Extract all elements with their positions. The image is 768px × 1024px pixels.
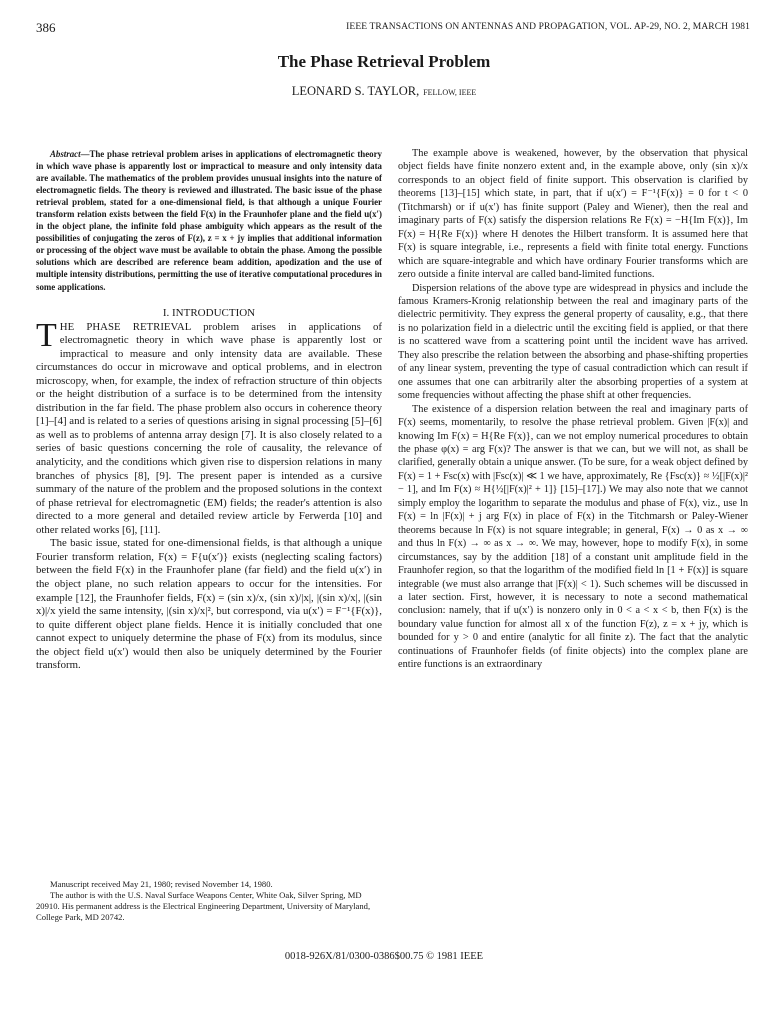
left-column bbox=[36, 148, 382, 673]
intro-paragraph-1 bbox=[36, 316, 382, 538]
paper-title: The Phase Retrieval Problem bbox=[277, 52, 491, 71]
abstract bbox=[36, 148, 382, 293]
drop-cap: T bbox=[36, 316, 57, 354]
intro-paragraph-1-text: HE PHASE RETRIEVAL problem arises in applications of electromagnetic theory in which wave phase is apparently lost or impractical to measure and only intensity data are available. These circumstances do occur in microwave and optical problems, and in electron microscopy, when, for example, the index of refraction structure of thin objects or the height distribution of a surface is to be determined from the intensity distribution in the far field. The phase problem also occurs in coherence theory [1]–[4] and is related to a series of questions arising in signal processing [5]–[6] as well as to problems of antenna array design [7]. It is also closely related to a series of basic questions concerning the role of causality, the relevance of analyticity, and the conditions which given rise to dispersion relations in many branches of physics [8], [9]. The present paper is intended as a cursive summary of the nature of the problem and the proposed solutions in the context of phase retrieval for electromagnetic (EM) fields; the reader's attention is also directed to a more general and detailed review article by Ferwerda [10] and other related works [6], [11]. bbox=[36, 320, 382, 536]
right-paragraph-3: The existence of a dispersion relation between the real and imaginary parts of F(x) seems, momentarily, to resolve the phase retrieval problem. Given |F(x)| and knowing Im F(x) = H{Re F(x)}, can we not employ numerical procedures to obtain the phase φ(x) = arg F(x)? The answer is that we can, but we will not, as shall be clarified, generally obtain a unique answer. (To be sure, for a weak object defined by F(x) = 1 + Fsc(x) with |Fsc(x)| ≪ 1 we have, approximately, Re {Fsc(x)} ≈ ½[|F(x)|² − 1], and Im F(x) ≈ H{½[|F(x)|² + 1]} [15]–[17].) We may also note that we cannot simply employ the logarithm to separate the modulus and phase of F(x), viz., use ln F(x) = ln |F(x)| + j arg F(x) in place of F(x) in the Titchmarsh or Paley-Wiener theorems because ln F(x) is not square integrable; in general, F(x) → 0 as x → ∞ and thus ln F(x) → ∞ as x → ∞. We may, however, hope to modify F(x), in some circumstances, say by the addition [18] of a constant unit amplitude field in the Fraunhofer region, so that the logarithm of the modified field ln [1 + F(x)] is square integrable (we must also arrange that |F(x)| < 1). Such schemes will be discussed in a later section. First, however, it is necessary to note a second mathematical conclusion: namely, that if u(x′) is nonzero only in 0 < a < x < b, then F(x) is the boundary value function for almost all x of the function F(z), z = x + jy, which is bounded for y > 0 and entire (analytic for all finite z). The fact that the analytic continuations of Fraunhofer fields (of finite objects) into the complex plane are entire functions is an extraordinary bbox=[398, 403, 748, 671]
footnote bbox=[36, 879, 382, 923]
author-membership: FELLOW, IEEE bbox=[423, 88, 477, 97]
author-line bbox=[0, 84, 768, 99]
abstract-text: —The phase retrieval problem arises in applications of electromagnetic theory in which wave phase is apparently lost or impractical to measure and only intensity data are available. The mathematics of the problem provides unusual insights into the nature of electromagnetic fields. The theory is reviewed and illustrated. The basic issue of the phase retrieval problem, stated for a one-dimensional field, is that although a unique Fourier transform relation exists between the field F(x) in the Fraunhofer plane and the field u(x′) in the object plane, the infinite fold phase ambiguity which appears as the result of the possibilities of conjugating the zeros of F(z), z = x + jy implies that additional information or processing of the object wave must be available to obtain the phase. Among the possible solutions which are described are reference beam addition, apodization and the use of multiple intensity distributions, permitting the use of iterative computational procedures in some applications. bbox=[36, 149, 382, 292]
author-name: LEONARD S. TAYLOR, bbox=[291, 84, 420, 98]
footnote-received: Manuscript received May 21, 1980; revised November 14, 1980. bbox=[50, 879, 273, 889]
right-column bbox=[398, 147, 748, 672]
page-number: 386 bbox=[36, 20, 56, 35]
right-paragraph-1: The example above is weakened, however, by the observation that physical object fields have finite nonzero extent and, in the example above, only (sin x)/x corresponds to an object field of finite support. This observation is clarified by theorems [13]–[15] which state, in part, that if u(x′) = F⁻¹{F(x)} = 0 for t < 0 (Titchmarsh) or if u(x′) has finite support (Paley and Wiener), then the real and imaginary parts of F(x) satisfy the dispersion relations Re F(x) = −H{Im F(x)}, Im F(x) = H{Re F(x)} where H denotes the Hilbert transform. It is assumed here that F(x) is square integrable, i.e., represents a field with finite total energy. Functions which are square-integrable and which have ordinary Fourier transforms which are zero outside a finite interval are called band-limited functions. bbox=[398, 148, 748, 281]
footnote-affiliation: The author is with the U.S. Naval Surface Weapons Center, White Oak, Silver Spring, MD 20910. His permanent address is the Electrical Engineering Department, University of Maryland, College Park, MD 20742. bbox=[36, 890, 371, 922]
running-head: IEEE TRANSACTIONS ON ANTENNAS AND PROPAGATION, VOL. AP-29, NO. 2, MARCH 1981 bbox=[346, 22, 750, 32]
right-paragraph-2: Dispersion relations of the above type are widespread in physics and include the famous Kramers-Kronig relationship between the real and imaginary parts of the dielectric permitivity. They express the general property of causality, e.g., that there is no polarization field in a dielectric until the exciting field is applied, or that there is no scattered wave from a scattering point until the incident wave has arrived. They also prescribe the relation between the absorbing and phase-shifting properties of any linear system, preventing the type of casual contradiction which can result if one assumes that one can arbitrarily alter the absorbing properties of a system at some frequencies without affecting the phase shift at other frequencies. bbox=[398, 282, 748, 402]
abstract-label: Abstract bbox=[50, 149, 81, 159]
section-heading: I. INTRODUCTION bbox=[162, 306, 256, 319]
copyright-line: 0018-926X/81/0300-0386$00.75 © 1981 IEEE bbox=[284, 951, 484, 962]
intro-paragraph-2: The basic issue, stated for one-dimensional fields, is that although a unique Fourier transform relation, F(x) = F{u(x′)} exists (neglecting scaling factors) between the field F(x) in the Fraunhofer plane (far field) and the field u(x′) in the object plane, no such relation appears to occur for the intensities. For example [12], the Fraunhofer fields, F(x) = (sin x)/x, (sin x)/|x|, |(sin x)/x|, |(sin x)|/x yield the same intensity, |(sin x)/x|², but correspond, via u(x′) = F⁻¹{F(x)}, to quite different object plane fields. Hence it is initially concluded that one cannot expect to uniquely determine the phase of F(x) from its modulus, since the object field u(x′) would then also be uniquely determined by the Fourier transform. bbox=[36, 537, 382, 672]
